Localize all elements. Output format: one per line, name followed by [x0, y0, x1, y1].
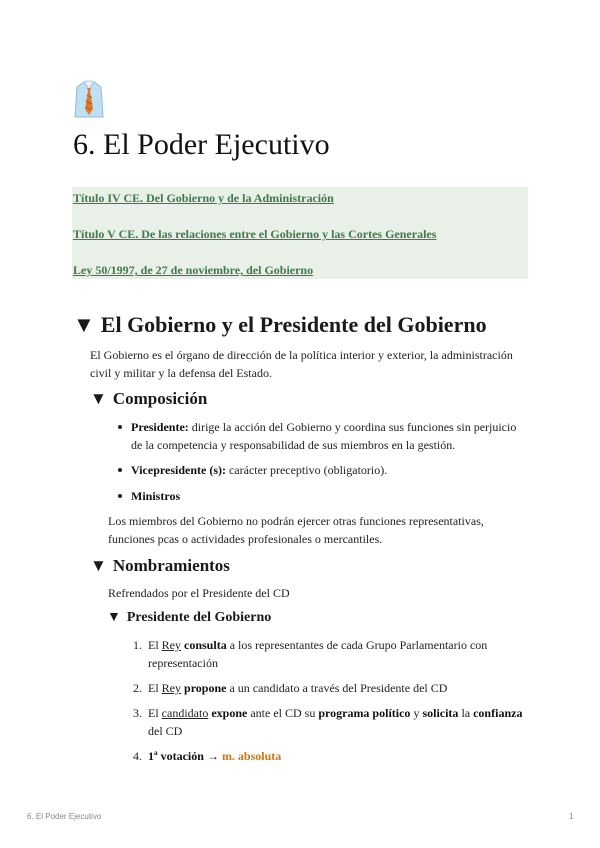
bullet-icon — [118, 494, 122, 498]
list-number: 3. — [133, 706, 142, 720]
step-1: El Rey consulta a los representantes de cada Grupo Parlamentario con representación — [148, 638, 488, 670]
bullet-icon — [118, 425, 122, 429]
step-3: El candidato expone ante el CD su programa político y solicita la confianza del CD — [148, 706, 523, 738]
list-item-ministros: Ministros — [131, 489, 181, 503]
list-item-vicepresidente: Vicepresidente (s): carácter preceptivo (obligatorio). — [131, 463, 388, 477]
subheading-presidente-gobierno[interactable]: ▼ Presidente del Gobierno — [107, 610, 272, 625]
list-number: 4. — [133, 749, 142, 763]
bullet-icon — [118, 468, 122, 472]
collapse-toggle-icon[interactable]: ▼ — [90, 556, 107, 575]
nombramientos-intro: Refrendados por el Presidente del CD — [108, 586, 290, 600]
page-number: 1 — [569, 812, 574, 821]
list-number: 2. — [133, 681, 142, 695]
page-title: 6. El Poder Ejecutivo — [73, 128, 330, 161]
reference-links-box — [72, 187, 528, 279]
section-heading-nombramientos[interactable]: ▼ Nombramientos — [90, 556, 230, 575]
collapse-toggle-icon[interactable]: ▼ — [90, 389, 107, 408]
link-titulo-iv[interactable]: Título IV CE. Del Gobierno y de la Administración — [73, 191, 334, 205]
necktie-shirt-icon — [74, 79, 104, 119]
step-4: 1ª votación → m. absoluta — [148, 749, 282, 763]
list-item-presidente: Presidente: dirige la acción del Gobierno y coordina sus funciones sin perjuicio de la competencia y responsabilidad de sus miembros en la gestión. — [131, 420, 517, 452]
link-titulo-v[interactable]: Título V CE. De las relaciones entre el Gobierno y las Cortes Generales — [73, 227, 437, 241]
intro-paragraph: El Gobierno es el órgano de dirección de la política interior y exterior, la administración civil y militar y la defensa del Estado. — [90, 348, 513, 380]
footer-title: 6. El Poder Ejecutivo — [27, 812, 102, 821]
list-number: 1. — [133, 638, 142, 652]
composicion-note: Los miembros del Gobierno no podrán ejercer otras funciones representativas, funciones pcas o actividades profesionales o mercantiles. — [108, 514, 484, 546]
section-heading-gobierno[interactable]: ▼ El Gobierno y el Presidente del Gobierno — [73, 312, 487, 337]
collapse-toggle-icon[interactable]: ▼ — [107, 610, 121, 625]
link-ley-50-1997[interactable]: Ley 50/1997, de 27 de noviembre, del Gobierno — [73, 263, 314, 277]
step-2: El Rey propone a un candidato a través del Presidente del CD — [148, 681, 448, 695]
section-heading-composicion[interactable]: ▼ Composición — [90, 389, 208, 408]
collapse-toggle-icon[interactable]: ▼ — [73, 312, 95, 337]
